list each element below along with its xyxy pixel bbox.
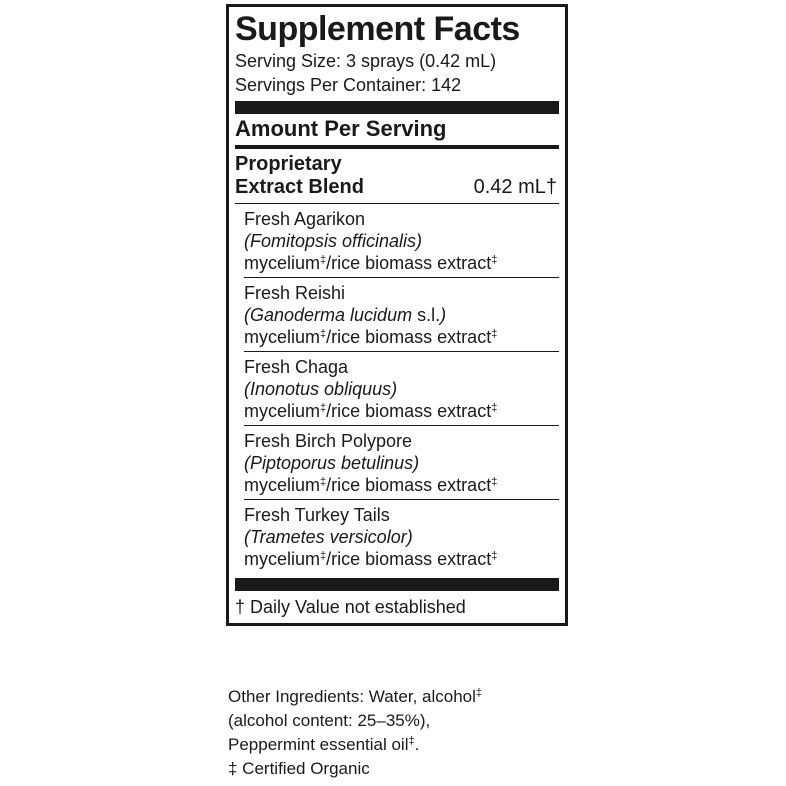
supplement-facts-panel <box>226 4 568 626</box>
scientific-name-close: ) <box>416 231 423 251</box>
ingredient-common-name: Fresh Chaga <box>244 357 349 377</box>
ingredient-scientific-name <box>244 378 559 400</box>
part-text: mycelium <box>244 475 321 495</box>
certified-organic-mark: ‡ <box>408 735 415 747</box>
certified-organic-mark: ‡ <box>475 687 483 699</box>
ingredient-divider <box>244 425 559 426</box>
scientific-name-text: (Piptoporus betulinus <box>244 453 414 473</box>
period: . <box>414 735 420 754</box>
thin-divider <box>235 203 559 204</box>
ingredient-item <box>235 208 559 274</box>
ingredient-item <box>235 504 559 570</box>
part-text: mycelium <box>244 253 321 273</box>
ingredient-common-name: Fresh Reishi <box>244 283 346 303</box>
certified-organic-mark: ‡ <box>320 254 327 266</box>
certified-organic-mark: ‡ <box>320 328 327 340</box>
scientific-name-close: ) <box>440 305 447 325</box>
ingredient-divider <box>244 277 559 278</box>
scientific-name-text: (Inonotus obliquus <box>244 379 392 399</box>
scientific-name-text: (Ganoderma lucidum <box>244 305 413 325</box>
ingredient-part <box>244 548 559 570</box>
ingredient-divider <box>244 351 559 352</box>
other-ingredients-text: Peppermint essential oil <box>228 735 409 754</box>
certified-organic-mark: ‡ <box>491 550 498 562</box>
part-text-rest: /rice biomass extract <box>326 253 492 273</box>
other-ingredients-text: Other Ingredients: Water, alcohol <box>228 687 476 706</box>
certified-organic-mark: ‡ <box>320 476 327 488</box>
blend-amount: 0.42 mL† <box>473 176 557 198</box>
serving-size: Serving Size: 3 sprays (0.42 mL) <box>235 51 497 71</box>
part-text: mycelium <box>244 549 321 569</box>
other-ingredients <box>228 685 548 781</box>
scientific-name-close: ) <box>406 527 413 547</box>
blend-name <box>235 153 364 199</box>
ingredient-item <box>235 430 559 496</box>
daily-value-footnote: † Daily Value not established <box>235 597 466 617</box>
servings-per-container: Servings Per Container: 142 <box>235 75 462 95</box>
other-ingredients-line3 <box>228 733 548 757</box>
amount-per-serving-header: Amount Per Serving <box>235 116 447 141</box>
ingredient-list <box>235 208 559 570</box>
ingredient-scientific-name <box>244 526 559 548</box>
scientific-name-close: ) <box>413 453 420 473</box>
ingredient-part <box>244 400 559 422</box>
ingredient-part <box>244 474 559 496</box>
certified-organic-mark: ‡ <box>320 402 327 414</box>
part-text-rest: /rice biomass extract <box>326 475 492 495</box>
certified-organic-mark: ‡ <box>320 550 327 562</box>
thick-divider-bottom <box>235 578 559 591</box>
thick-divider <box>235 101 559 114</box>
ingredient-divider <box>244 499 559 500</box>
blend-name-line2: Extract Blend <box>235 176 364 198</box>
ingredient-common-name: Fresh Turkey Tails <box>244 505 390 525</box>
certified-organic-note: ‡ Certified Organic <box>228 759 370 778</box>
ingredient-item <box>235 356 559 422</box>
scientific-name-text: (Trametes versicolor <box>244 527 407 547</box>
blend-row <box>235 153 559 199</box>
ingredient-scientific-name <box>244 304 559 326</box>
part-text-rest: /rice biomass extract <box>326 401 492 421</box>
part-text: mycelium <box>244 327 321 347</box>
certified-organic-mark: ‡ <box>491 476 498 488</box>
ingredient-item <box>235 282 559 348</box>
medium-divider <box>235 145 559 149</box>
certified-organic-mark: ‡ <box>491 254 498 266</box>
ingredient-part <box>244 252 559 274</box>
blend-name-line1: Proprietary <box>235 153 342 175</box>
certified-organic-mark: ‡ <box>491 402 498 414</box>
scientific-name-text: (Fomitopsis officinalis <box>244 231 417 251</box>
part-text: mycelium <box>244 401 321 421</box>
ingredient-common-name: Fresh Birch Polypore <box>244 431 413 451</box>
part-text-rest: /rice biomass extract <box>326 327 492 347</box>
ingredient-scientific-name <box>244 230 559 252</box>
other-ingredients-line1 <box>228 685 548 709</box>
scientific-name-close: ) <box>391 379 398 399</box>
part-text-rest: /rice biomass extract <box>326 549 492 569</box>
other-ingredients-line2: (alcohol content: 25–35%), <box>228 711 431 730</box>
ingredient-part <box>244 326 559 348</box>
panel-title: Supplement Facts <box>235 10 520 48</box>
ingredient-scientific-name <box>244 452 559 474</box>
certified-organic-mark: ‡ <box>491 328 498 340</box>
ingredient-common-name: Fresh Agarikon <box>244 209 366 229</box>
scientific-name-suffix: s.l. <box>412 305 441 325</box>
